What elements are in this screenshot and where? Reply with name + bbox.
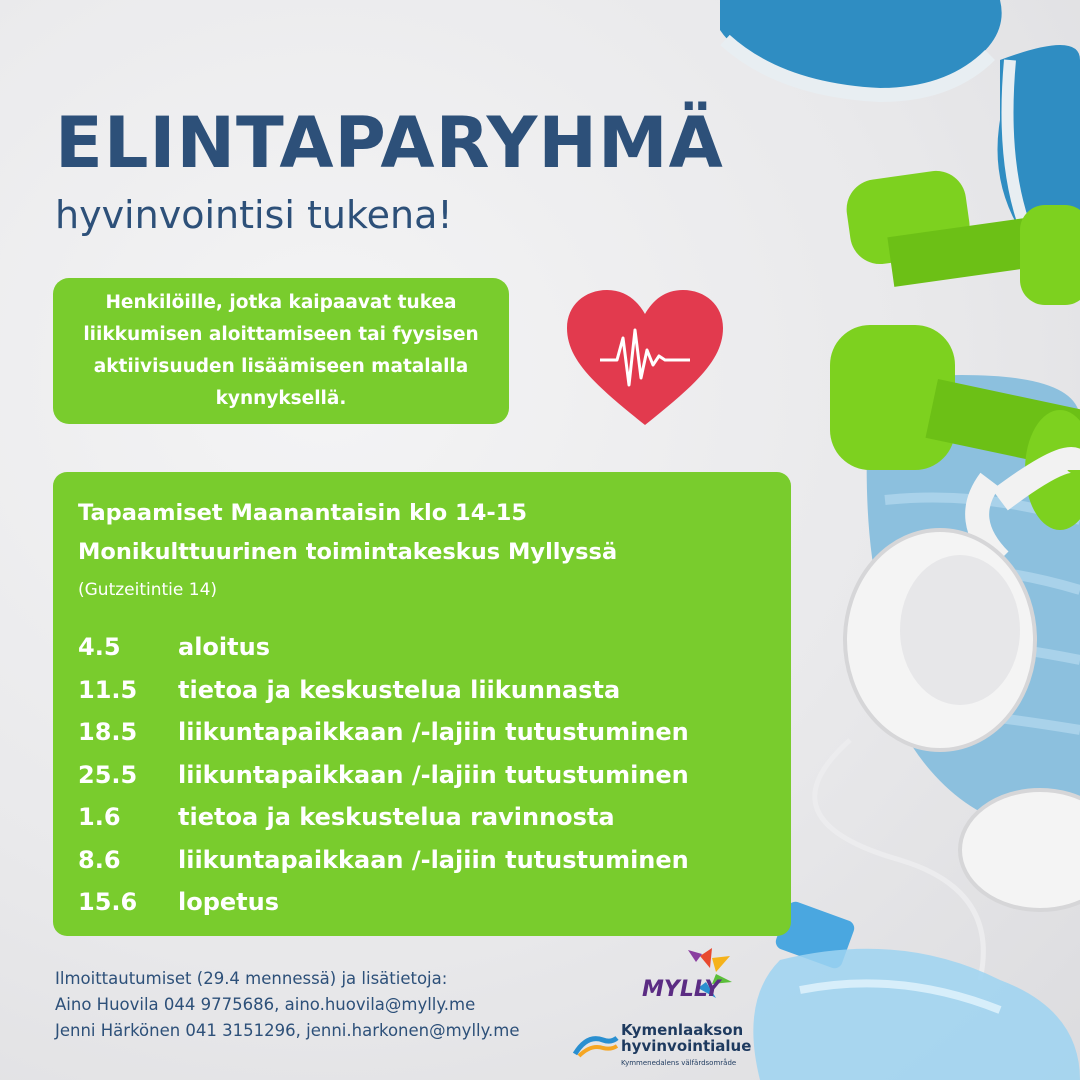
schedule-desc: lopetus: [178, 888, 280, 916]
schedule-desc: aloitus: [178, 633, 270, 661]
contact-info: [55, 966, 520, 1044]
schedule-date: 25.5: [78, 760, 138, 789]
schedule-box: [53, 472, 791, 936]
kymenlaakso-name: [621, 1022, 751, 1054]
mylly-logo-text: MYLLY: [642, 977, 721, 1002]
contact-person-2: Jenni Härkönen 041 3151296, jenni.harkonen@mylly.me: [55, 1021, 520, 1040]
meeting-place: Monikulttuurinen toimintakeskus Myllyssä: [78, 539, 618, 565]
schedule-date: 1.6: [78, 803, 121, 831]
schedule-date: 4.5: [78, 633, 121, 661]
heartbeat-heart-icon: [565, 290, 725, 430]
schedule-date: 8.6: [78, 845, 121, 874]
kymenlaakso-name-line1: Kymenlaakson: [621, 1021, 744, 1039]
intro-text: Henkilöille, jotka kaipaavat tukea liikkumisen aloittamiseen tai fyysisen aktiivisuuden lisäämiseen matalalla kynnyksellä.: [83, 292, 479, 409]
page-title: ELINTAPARYHMÄ: [55, 102, 724, 184]
schedule-date: 15.6: [78, 888, 138, 916]
schedule-desc: tietoa ja keskustelua liikunnasta: [178, 675, 621, 704]
wave-logo-icon: [573, 1028, 619, 1058]
intro-box: [53, 278, 509, 424]
kymenlaakso-logo: [573, 1020, 793, 1075]
schedule-date: 11.5: [78, 675, 138, 704]
kymenlaakso-subtitle: Kymmenedalens välfärdsområde: [621, 1059, 737, 1067]
water-bottle-image: [753, 900, 1080, 1080]
schedule-desc: tietoa ja keskustelua ravinnosta: [178, 803, 615, 831]
page-subtitle: hyvinvointisi tukena!: [55, 193, 453, 237]
schedule-desc: liikuntapaikkaan /-lajiin tutustuminen: [178, 760, 689, 789]
meeting-address: (Gutzeitintie 14): [78, 580, 218, 600]
schedule-desc: liikuntapaikkaan /-lajiin tutustuminen: [178, 845, 689, 874]
contact-person-1: Aino Huovila 044 9775686, aino.huovila@mylly.me: [55, 995, 476, 1014]
schedule-date: 18.5: [78, 718, 138, 746]
kymenlaakso-name-line2: hyvinvointialue: [621, 1037, 752, 1055]
meeting-time: Tapaamiset Maanantaisin klo 14-15: [78, 500, 528, 526]
schedule-desc: liikuntapaikkaan /-lajiin tutustuminen: [178, 718, 689, 746]
contact-heading: Ilmoittautumiset (29.4 mennessä) ja lisätietoja:: [55, 969, 448, 988]
mylly-logo: [640, 948, 735, 1012]
